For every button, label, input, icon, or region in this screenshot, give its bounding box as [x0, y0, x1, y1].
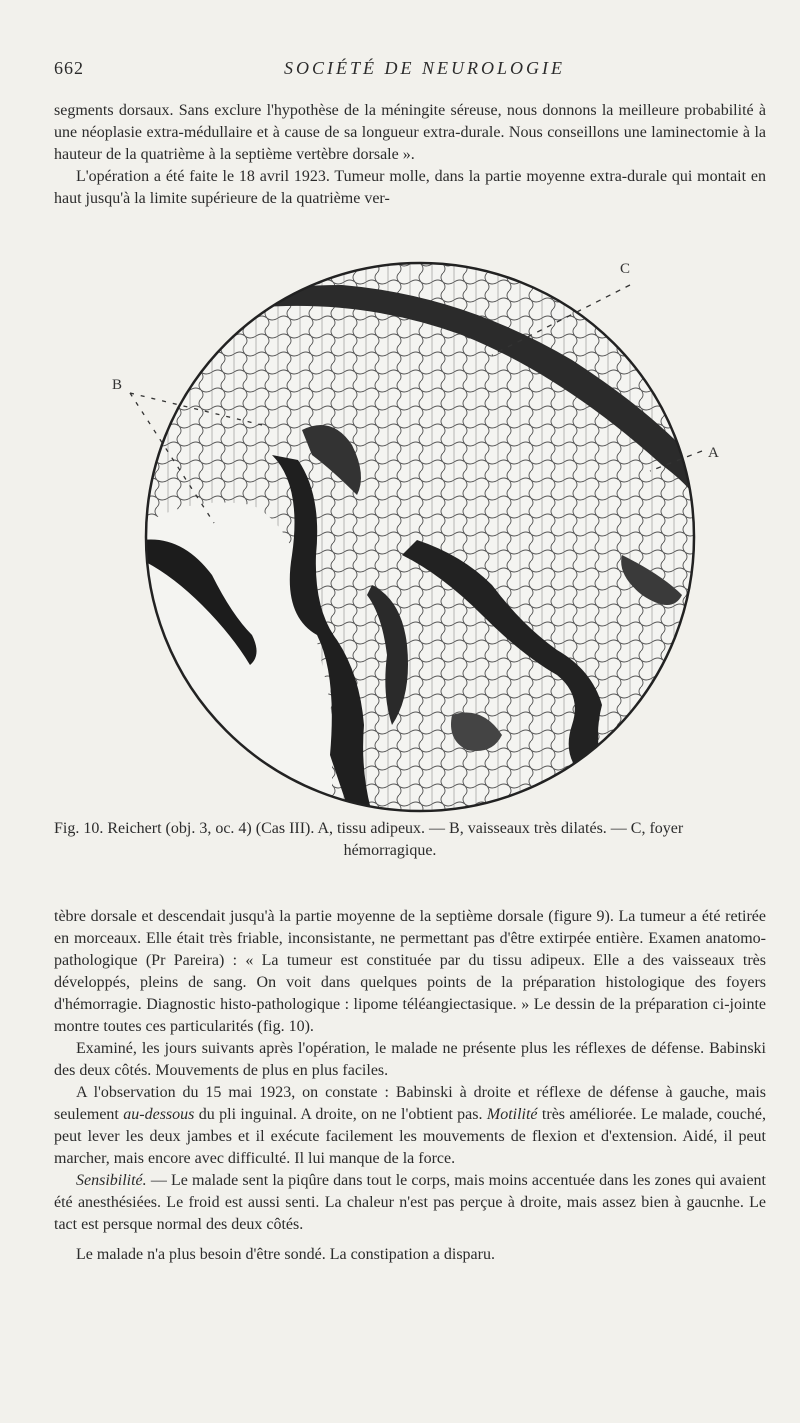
paragraph: L'opération a été faite le 18 avril 1923. Tumeur molle, dans la partie moyenne extra-durale qui montait en haut jusqu'à la limite supérieure de la quatrième ver-	[54, 168, 766, 207]
text-run: très améliorée. Le malade, couché, peut lever les deux jambes et il exécute facilement les mouvements de flexion et d'extension. Aidé, il peut marcher, mais encore avec difficulté. Il lui manque de la force.	[54, 1106, 767, 1167]
section-label: Sensibilité.	[76, 1172, 147, 1189]
label-a: A	[708, 445, 719, 461]
text-run: — Le malade sent la piqûre dans tout le corps, mais moins accentuée dans les zones qui avaient été anesthésiées. Le froid est aussi senti. La chaleur n'est pas perçue à droite, mais assez bien à gaucnhe. Le tact est persque normal des deux côtés.	[54, 1172, 766, 1233]
histology-figure	[102, 255, 742, 820]
text-run: A l'observation du 15 mai 1923, on constate : Babinski à droite et réflexe de défense à gauche, mais seulement	[54, 1084, 766, 1123]
figure-caption	[54, 818, 766, 862]
page-header	[54, 58, 754, 86]
paragraph: Examiné, les jours suivants après l'opération, le malade ne présente plus les réflexes de défense. Babinski des deux côtés. Mouvements de plus en plus faciles.	[54, 1040, 766, 1079]
running-title: SOCIÉTÉ DE NEUROLOGIE	[284, 58, 565, 78]
caption-line: hémorragique.	[343, 842, 437, 859]
label-b: B	[112, 377, 123, 393]
paragraph: Le malade n'a plus besoin d'être sondé. La constipation a disparu.	[76, 1246, 495, 1263]
page-number: 662	[54, 58, 84, 78]
section-label: Motilité	[486, 1106, 538, 1123]
observation-paragraph	[54, 1082, 766, 1170]
paragraph: tèbre dorsale et descendait jusqu'à la partie moyenne de la septième dorsale (figure 9). La tumeur a été retirée en morceaux. Elle était très friable, inconsistante, ne permettant pas d'être extirpée entière. Examen anatomo-pathologique (Pr Pareira) : « La tumeur est constituée par du tissu adipeux. Elle a des vaisseaux très développés, pleins de sang. On voit dans quelques points de la préparation histologique des foyers d'hémorragie. Diagnostic histo-pathologique : lipome téléangiectasique. » Le dessin de la préparation ci-jointe montre toutes ces particularités (fig. 10).	[54, 908, 766, 1035]
caption-line: Fig. 10. Reichert (obj. 3, oc. 4) (Cas III). A, tissu adipeux. — B, vaisseaux très dilatés. — C, foyer	[54, 820, 684, 837]
text-block-top	[54, 100, 766, 210]
label-c: C	[620, 261, 631, 277]
emphasis: au-dessous	[123, 1106, 195, 1123]
sensibilite-paragraph	[54, 1170, 766, 1236]
text-run: du pli inguinal. A droite, on ne l'obtient pas.	[194, 1106, 487, 1123]
paragraph: segments dorsaux. Sans exclure l'hypothèse de la méningite séreuse, nous donnons la meilleure probabilité à une néoplasie extra-médullaire et à cause de sa longueur extra-durale. Nous conseillons une laminectomie à la hauteur de la quatrième à la septième vertèbre dorsale ».	[54, 102, 766, 163]
text-block-bottom	[54, 906, 766, 1266]
